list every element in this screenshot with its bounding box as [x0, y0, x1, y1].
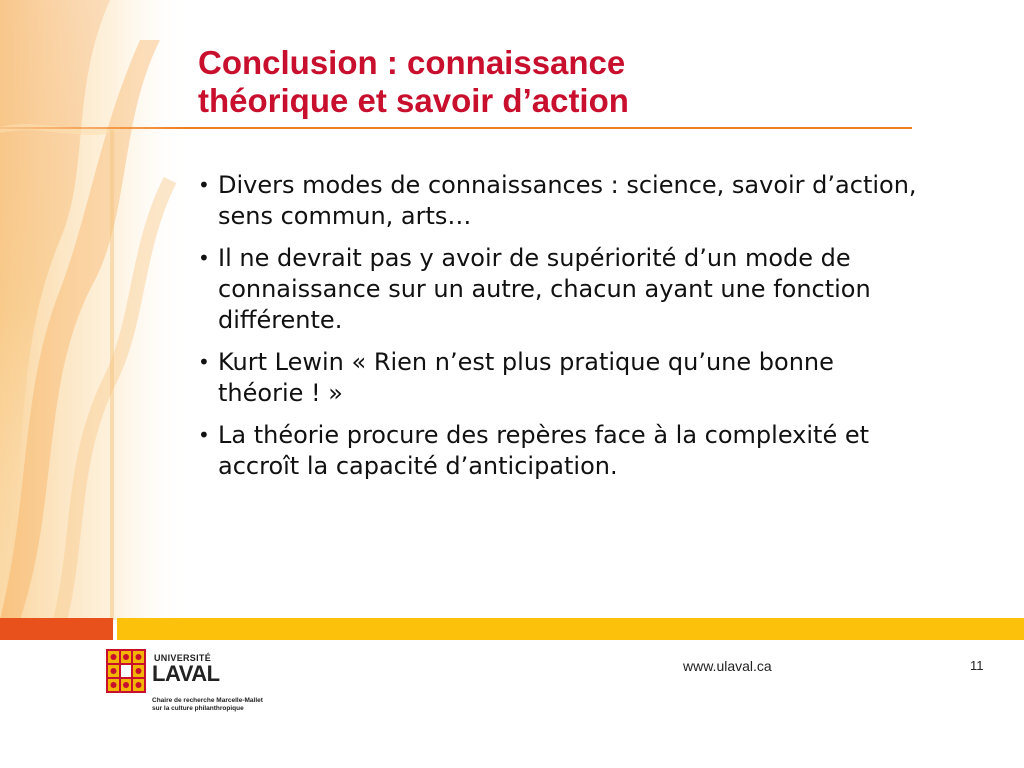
- chair-caption: [152, 697, 292, 713]
- logo-universite: UNIVERSITÉ: [154, 653, 212, 663]
- bullet-item: • Divers modes de connaissances : science, savoir d’action, sens commun, arts…: [198, 170, 918, 232]
- background-flame-decoration: [0, 0, 190, 620]
- footer-band-orange: [0, 618, 113, 640]
- title-underline: [0, 127, 912, 129]
- slide-title: [198, 44, 898, 120]
- slide-title-line-1: Conclusion : connaissance: [198, 44, 626, 81]
- bullet-list: [198, 170, 918, 493]
- laval-crest-icon: [106, 649, 146, 693]
- bullet-item: • Kurt Lewin « Rien n’est plus pratique qu’une bonne théorie ! »: [198, 347, 918, 409]
- bullet-item: • Il ne devrait pas y avoir de supériorité d’un mode de connaissance sur un autre, chacun ayant une fonction différente.: [198, 243, 918, 336]
- chair-caption-line-2: sur la culture philanthropique: [152, 705, 244, 712]
- logo-laval: LAVAL: [152, 661, 220, 686]
- footer-band-yellow: [117, 618, 1024, 640]
- bullet-item: • La théorie procure des repères face à la complexité et accroît la capacité d’anticipation.: [198, 420, 918, 482]
- university-logo: [106, 649, 296, 719]
- slide-title-line-2: théorique et savoir d’action: [198, 82, 629, 119]
- chair-caption-line-1: Chaire de recherche Marcelle-Mallet: [152, 697, 263, 704]
- footer-url: www.ulaval.ca: [683, 658, 772, 674]
- page-number: 11: [970, 658, 984, 673]
